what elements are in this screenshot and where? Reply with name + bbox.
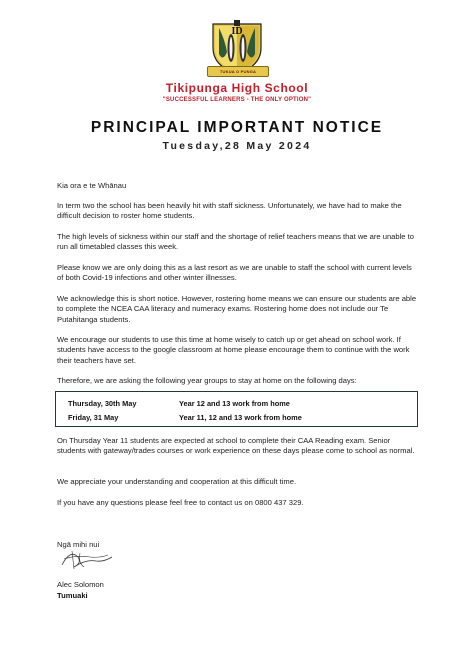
paragraph-text: If you have any questions please feel free to contact us on 0800 437 329.	[57, 498, 304, 507]
schedule-box	[55, 391, 418, 427]
crest-banner: TUKUA O PUNGA	[207, 66, 269, 77]
paragraph-text: In term two the school has been heavily hit with staff sickness. Unfortunately, we have had to make the difficult decision to roster home students.	[57, 201, 402, 221]
paragraph-text: We appreciate your understanding and cooperation at this difficult time.	[57, 477, 297, 486]
school-name: Tikipunga High School	[165, 81, 309, 95]
paragraph-text: On Thursday Year 11 students are expected at school to complete their CAA Reading exam. Senior students with gateway/trades courses or work experience on these days please come to school as normal.	[57, 436, 415, 456]
closing-paragraph-1	[57, 436, 419, 457]
greeting-text: Kia ora e te Whānau	[57, 181, 127, 190]
signer-name: Alec Solomon	[57, 580, 104, 589]
paragraph-2	[57, 232, 419, 253]
paragraph-4	[57, 294, 419, 325]
schedule-info: Year 11, 12 and 13 work from home	[179, 413, 302, 422]
signature-image	[56, 545, 116, 573]
schedule-day: Thursday, 30th May	[68, 399, 137, 408]
paragraph-1	[57, 201, 419, 222]
schedule-info: Year 12 and 13 work from home	[179, 399, 290, 408]
school-motto: "SUCCESSFUL LEARNERS - THE ONLY OPTION"	[162, 97, 312, 103]
paragraph-5	[57, 335, 419, 366]
paragraph-text: Please know we are only doing this as a last resort as we are unable to staff the school with current levels of both Covid-19 infections and other winter illnesses.	[57, 263, 412, 283]
paragraph-text: Therefore, we are asking the following year groups to stay at home on the following days:	[57, 376, 357, 385]
paragraph-text: We acknowledge this is short notice. However, rostering home means we can ensure our students are able to complete the NCEA CAA literacy and numeracy exams. Rostering home does not include our Te Putahitanga students.	[57, 294, 417, 324]
paragraph-text: The high levels of sickness within our staff and the shortage of relief teachers means that we are unable to run all timetabled classes this week.	[57, 232, 414, 252]
signer-role: Tumuaki	[57, 591, 88, 600]
notice-title: PRINCIPAL IMPORTANT NOTICE	[90, 119, 384, 136]
paragraph-3	[57, 263, 419, 284]
greeting	[57, 181, 419, 191]
signoff: Ngā mihi nui	[57, 540, 100, 549]
notice-date: Tuesday,28 May 2024	[162, 140, 312, 152]
schedule-day: Friday, 31 May	[68, 413, 119, 422]
closing-paragraph-3	[57, 498, 419, 508]
closing-paragraph-2	[57, 477, 419, 487]
svg-text:ID: ID	[231, 26, 243, 37]
paragraph-6	[57, 376, 419, 386]
paragraph-text: We encourage our students to use this time at home wisely to catch up or get ahead on school work. If students have access to the google classroom at home please encourage them to continue with the work their teachers have set.	[57, 335, 410, 365]
